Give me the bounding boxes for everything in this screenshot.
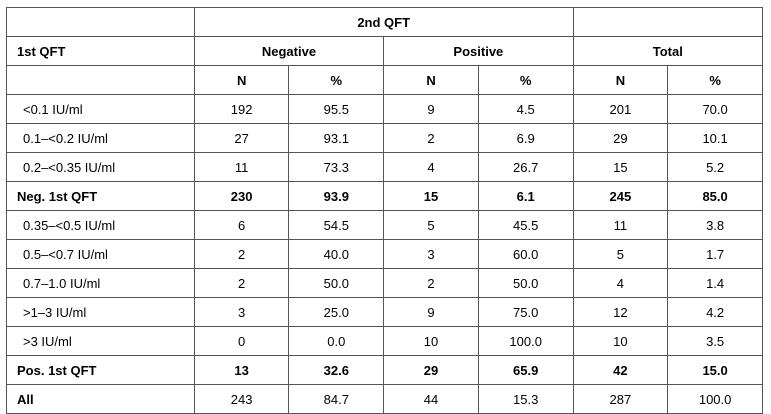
table-row [7, 385, 763, 414]
cell-tot-n: 42 [573, 356, 668, 385]
row-label: Pos. 1st QFT [7, 356, 195, 385]
cell-neg-p: 32.6 [289, 356, 384, 385]
cell-neg-p: 73.3 [289, 153, 384, 182]
header-total-blank [573, 8, 762, 37]
table-row [7, 327, 763, 356]
header-neg-pct: % [289, 66, 384, 95]
cell-neg-n: 2 [194, 240, 289, 269]
header-2nd-qft: 2nd QFT [194, 8, 573, 37]
cell-pos-p: 100.0 [478, 327, 573, 356]
row-label: 0.2–<0.35 IU/ml [7, 153, 195, 182]
row-label: All [7, 385, 195, 414]
cell-pos-p: 60.0 [478, 240, 573, 269]
qft-results-table [6, 7, 763, 414]
header-row-categories [7, 37, 763, 66]
row-label: 0.5–<0.7 IU/ml [7, 240, 195, 269]
cell-neg-p: 54.5 [289, 211, 384, 240]
cell-pos-p: 50.0 [478, 269, 573, 298]
cell-tot-n: 4 [573, 269, 668, 298]
header-tot-pct: % [668, 66, 763, 95]
header-neg-n: N [194, 66, 289, 95]
cell-neg-p: 84.7 [289, 385, 384, 414]
header-row-units [7, 66, 763, 95]
cell-pos-n: 9 [384, 298, 479, 327]
cell-tot-n: 287 [573, 385, 668, 414]
cell-pos-n: 44 [384, 385, 479, 414]
cell-pos-n: 15 [384, 182, 479, 211]
cell-tot-n: 15 [573, 153, 668, 182]
header-pos-n: N [384, 66, 479, 95]
cell-neg-p: 93.1 [289, 124, 384, 153]
cell-tot-n: 11 [573, 211, 668, 240]
cell-pos-p: 6.1 [478, 182, 573, 211]
header-total: Total [573, 37, 762, 66]
cell-tot-n: 5 [573, 240, 668, 269]
cell-neg-n: 13 [194, 356, 289, 385]
row-label: >3 IU/ml [7, 327, 195, 356]
cell-pos-n: 9 [384, 95, 479, 124]
cell-pos-p: 26.7 [478, 153, 573, 182]
cell-neg-p: 0.0 [289, 327, 384, 356]
cell-pos-p: 6.9 [478, 124, 573, 153]
table-row [7, 153, 763, 182]
cell-tot-p: 5.2 [668, 153, 763, 182]
header-positive: Positive [384, 37, 573, 66]
cell-neg-p: 93.9 [289, 182, 384, 211]
header-row-group [7, 8, 763, 37]
table-row [7, 211, 763, 240]
cell-pos-n: 5 [384, 211, 479, 240]
cell-tot-p: 3.8 [668, 211, 763, 240]
cell-pos-p: 4.5 [478, 95, 573, 124]
cell-neg-n: 6 [194, 211, 289, 240]
cell-tot-p: 70.0 [668, 95, 763, 124]
cell-neg-n: 11 [194, 153, 289, 182]
row-label: Neg. 1st QFT [7, 182, 195, 211]
header-pos-pct: % [478, 66, 573, 95]
cell-neg-n: 27 [194, 124, 289, 153]
table-row [7, 95, 763, 124]
cell-pos-n: 2 [384, 269, 479, 298]
cell-pos-p: 75.0 [478, 298, 573, 327]
row-label: 0.35–<0.5 IU/ml [7, 211, 195, 240]
cell-neg-n: 230 [194, 182, 289, 211]
row-label: >1–3 IU/ml [7, 298, 195, 327]
cell-pos-p: 15.3 [478, 385, 573, 414]
table-row [7, 298, 763, 327]
cell-tot-p: 4.2 [668, 298, 763, 327]
cell-neg-p: 25.0 [289, 298, 384, 327]
cell-neg-p: 95.5 [289, 95, 384, 124]
cell-tot-n: 245 [573, 182, 668, 211]
cell-pos-n: 29 [384, 356, 479, 385]
cell-neg-n: 3 [194, 298, 289, 327]
cell-tot-p: 1.7 [668, 240, 763, 269]
table-body [7, 95, 763, 414]
cell-tot-n: 10 [573, 327, 668, 356]
header-tot-n: N [573, 66, 668, 95]
cell-tot-n: 29 [573, 124, 668, 153]
table-row [7, 124, 763, 153]
header-1st-qft: 1st QFT [7, 37, 195, 66]
row-label: 0.7–1.0 IU/ml [7, 269, 195, 298]
cell-pos-p: 45.5 [478, 211, 573, 240]
cell-tot-n: 201 [573, 95, 668, 124]
cell-pos-n: 4 [384, 153, 479, 182]
cell-tot-p: 85.0 [668, 182, 763, 211]
row-label: 0.1–<0.2 IU/ml [7, 124, 195, 153]
cell-pos-n: 10 [384, 327, 479, 356]
table-row [7, 356, 763, 385]
cell-tot-p: 3.5 [668, 327, 763, 356]
cell-tot-p: 10.1 [668, 124, 763, 153]
cell-pos-n: 2 [384, 124, 479, 153]
cell-neg-n: 192 [194, 95, 289, 124]
cell-pos-n: 3 [384, 240, 479, 269]
cell-tot-p: 1.4 [668, 269, 763, 298]
cell-neg-n: 0 [194, 327, 289, 356]
table-row [7, 240, 763, 269]
cell-neg-p: 50.0 [289, 269, 384, 298]
cell-tot-p: 100.0 [668, 385, 763, 414]
cell-neg-p: 40.0 [289, 240, 384, 269]
header-negative: Negative [194, 37, 383, 66]
cell-pos-p: 65.9 [478, 356, 573, 385]
cell-tot-n: 12 [573, 298, 668, 327]
row-label: <0.1 IU/ml [7, 95, 195, 124]
header-units-blank [7, 66, 195, 95]
cell-tot-p: 15.0 [668, 356, 763, 385]
cell-neg-n: 2 [194, 269, 289, 298]
header-corner-cell [7, 8, 195, 37]
table-row [7, 182, 763, 211]
table-row [7, 269, 763, 298]
cell-neg-n: 243 [194, 385, 289, 414]
